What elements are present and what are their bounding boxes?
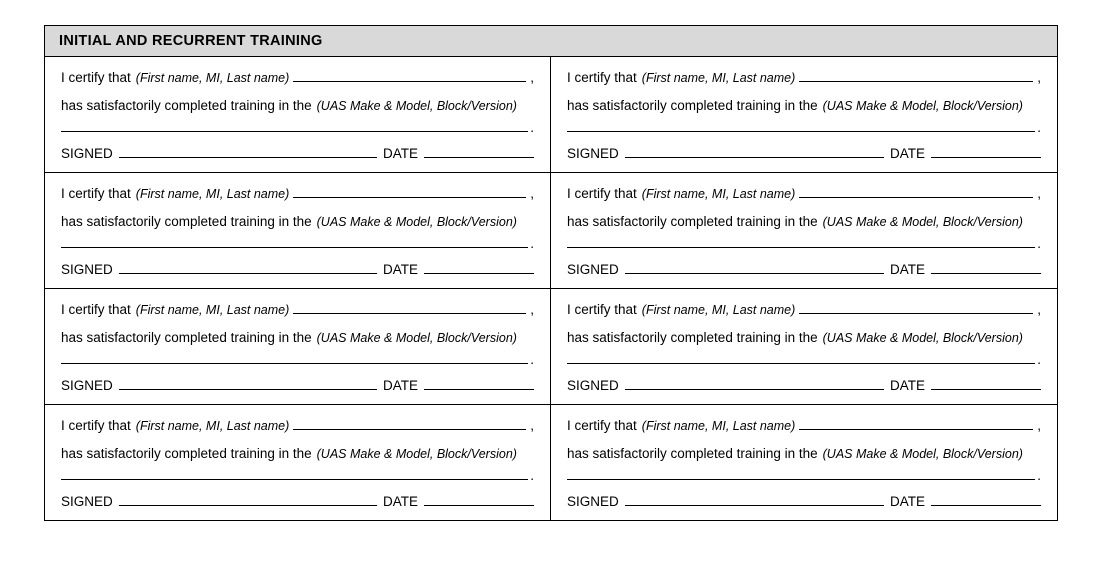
name-input-line[interactable] [799, 186, 1033, 198]
completed-line [61, 446, 534, 462]
name-input-line[interactable] [293, 302, 526, 314]
uas-hint-label: (UAS Make & Model, Block/Version) [316, 447, 517, 461]
completed-line [567, 446, 1041, 462]
date-label: DATE [382, 378, 418, 393]
uas-hint-label: (UAS Make & Model, Block/Version) [822, 447, 1023, 461]
certify-label: I certify that [567, 418, 637, 433]
completed-label: has satisfactorily completed training in the [61, 446, 312, 461]
uas-continuation-line [567, 352, 1041, 368]
signature-line [61, 378, 534, 394]
comma-mark: , [1037, 302, 1041, 317]
uas-continuation-line [61, 352, 534, 368]
comma-mark: , [1037, 186, 1041, 201]
table-row [45, 289, 1057, 405]
uas-input-line[interactable] [567, 120, 1035, 132]
date-input-line[interactable] [424, 378, 534, 390]
name-hint-label: (First name, MI, Last name) [641, 71, 796, 85]
certify-line [61, 70, 534, 86]
signed-input-line[interactable] [119, 262, 377, 274]
training-entry-cell [45, 405, 551, 520]
completed-line [567, 214, 1041, 230]
certify-line [567, 186, 1041, 202]
comma-mark: , [530, 70, 534, 85]
signature-line [567, 378, 1041, 394]
signed-label: SIGNED [567, 146, 619, 161]
training-entry-cell [551, 289, 1057, 404]
uas-hint-label: (UAS Make & Model, Block/Version) [822, 215, 1023, 229]
completed-label: has satisfactorily completed training in the [567, 446, 818, 461]
certify-label: I certify that [61, 186, 131, 201]
uas-input-line[interactable] [61, 468, 528, 480]
completed-label: has satisfactorily completed training in the [567, 330, 818, 345]
period-mark: . [1037, 120, 1041, 135]
completed-line [61, 98, 534, 114]
signature-line [567, 262, 1041, 278]
name-hint-label: (First name, MI, Last name) [641, 187, 796, 201]
signed-label: SIGNED [61, 494, 113, 509]
uas-hint-label: (UAS Make & Model, Block/Version) [316, 99, 517, 113]
period-mark: . [530, 468, 534, 483]
signed-label: SIGNED [567, 494, 619, 509]
completed-label: has satisfactorily completed training in the [61, 330, 312, 345]
period-mark: . [530, 352, 534, 367]
uas-continuation-line [567, 468, 1041, 484]
completed-label: has satisfactorily completed training in the [567, 98, 818, 113]
certify-label: I certify that [567, 302, 637, 317]
certify-label: I certify that [61, 70, 131, 85]
date-input-line[interactable] [931, 494, 1041, 506]
table-row [45, 173, 1057, 289]
name-hint-label: (First name, MI, Last name) [641, 303, 796, 317]
name-input-line[interactable] [293, 418, 526, 430]
signed-label: SIGNED [567, 378, 619, 393]
uas-hint-label: (UAS Make & Model, Block/Version) [822, 99, 1023, 113]
completed-label: has satisfactorily completed training in the [61, 214, 312, 229]
comma-mark: , [1037, 418, 1041, 433]
uas-input-line[interactable] [567, 236, 1035, 248]
date-input-line[interactable] [931, 262, 1041, 274]
period-mark: . [530, 236, 534, 251]
signed-input-line[interactable] [625, 262, 884, 274]
date-input-line[interactable] [931, 146, 1041, 158]
period-mark: . [1037, 352, 1041, 367]
name-hint-label: (First name, MI, Last name) [135, 303, 290, 317]
date-label: DATE [889, 378, 925, 393]
signed-input-line[interactable] [119, 494, 377, 506]
completed-line [61, 330, 534, 346]
completed-line [567, 98, 1041, 114]
certify-line [567, 418, 1041, 434]
uas-input-line[interactable] [61, 120, 528, 132]
uas-input-line[interactable] [567, 352, 1035, 364]
certify-label: I certify that [567, 186, 637, 201]
signed-label: SIGNED [61, 146, 113, 161]
date-input-line[interactable] [424, 146, 534, 158]
signed-input-line[interactable] [625, 494, 884, 506]
certify-label: I certify that [61, 302, 131, 317]
certify-line [61, 418, 534, 434]
signature-line [567, 146, 1041, 162]
date-label: DATE [382, 146, 418, 161]
signature-line [61, 494, 534, 510]
name-input-line[interactable] [293, 186, 526, 198]
training-entry-cell [45, 57, 551, 172]
date-label: DATE [889, 494, 925, 509]
date-input-line[interactable] [424, 262, 534, 274]
signed-input-line[interactable] [119, 146, 377, 158]
uas-input-line[interactable] [61, 236, 528, 248]
name-hint-label: (First name, MI, Last name) [135, 187, 290, 201]
completed-line [61, 214, 534, 230]
date-input-line[interactable] [931, 378, 1041, 390]
section-header-title: INITIAL AND RECURRENT TRAINING [45, 26, 1057, 57]
uas-hint-label: (UAS Make & Model, Block/Version) [316, 331, 517, 345]
training-entry-cell [551, 57, 1057, 172]
date-label: DATE [382, 262, 418, 277]
date-input-line[interactable] [424, 494, 534, 506]
signed-label: SIGNED [61, 378, 113, 393]
signed-label: SIGNED [61, 262, 113, 277]
table-row [45, 405, 1057, 520]
completed-line [567, 330, 1041, 346]
name-input-line[interactable] [799, 302, 1033, 314]
certify-line [61, 302, 534, 318]
completed-label: has satisfactorily completed training in the [567, 214, 818, 229]
uas-continuation-line [61, 120, 534, 136]
name-input-line[interactable] [799, 70, 1033, 82]
training-entry-cell [45, 173, 551, 288]
uas-hint-label: (UAS Make & Model, Block/Version) [316, 215, 517, 229]
signature-line [61, 262, 534, 278]
training-form-table [44, 25, 1058, 521]
period-mark: . [1037, 468, 1041, 483]
certify-line [567, 70, 1041, 86]
name-input-line[interactable] [293, 70, 526, 82]
period-mark: . [1037, 236, 1041, 251]
completed-label: has satisfactorily completed training in the [61, 98, 312, 113]
uas-hint-label: (UAS Make & Model, Block/Version) [822, 331, 1023, 345]
signed-input-line[interactable] [625, 378, 884, 390]
comma-mark: , [530, 302, 534, 317]
signature-line [61, 146, 534, 162]
uas-continuation-line [61, 468, 534, 484]
uas-continuation-line [567, 236, 1041, 252]
training-entry-rows [45, 57, 1057, 520]
comma-mark: , [530, 186, 534, 201]
uas-continuation-line [61, 236, 534, 252]
date-label: DATE [889, 262, 925, 277]
signed-input-line[interactable] [625, 146, 884, 158]
signed-input-line[interactable] [119, 378, 377, 390]
period-mark: . [530, 120, 534, 135]
comma-mark: , [530, 418, 534, 433]
certify-line [567, 302, 1041, 318]
uas-continuation-line [567, 120, 1041, 136]
certify-label: I certify that [567, 70, 637, 85]
uas-input-line[interactable] [567, 468, 1035, 480]
uas-input-line[interactable] [61, 352, 528, 364]
certify-line [61, 186, 534, 202]
name-hint-label: (First name, MI, Last name) [641, 419, 796, 433]
table-row [45, 57, 1057, 173]
signed-label: SIGNED [567, 262, 619, 277]
name-input-line[interactable] [799, 418, 1033, 430]
training-entry-cell [551, 173, 1057, 288]
training-entry-cell [551, 405, 1057, 520]
training-entry-cell [45, 289, 551, 404]
date-label: DATE [889, 146, 925, 161]
date-label: DATE [382, 494, 418, 509]
certify-label: I certify that [61, 418, 131, 433]
name-hint-label: (First name, MI, Last name) [135, 419, 290, 433]
comma-mark: , [1037, 70, 1041, 85]
signature-line [567, 494, 1041, 510]
name-hint-label: (First name, MI, Last name) [135, 71, 290, 85]
